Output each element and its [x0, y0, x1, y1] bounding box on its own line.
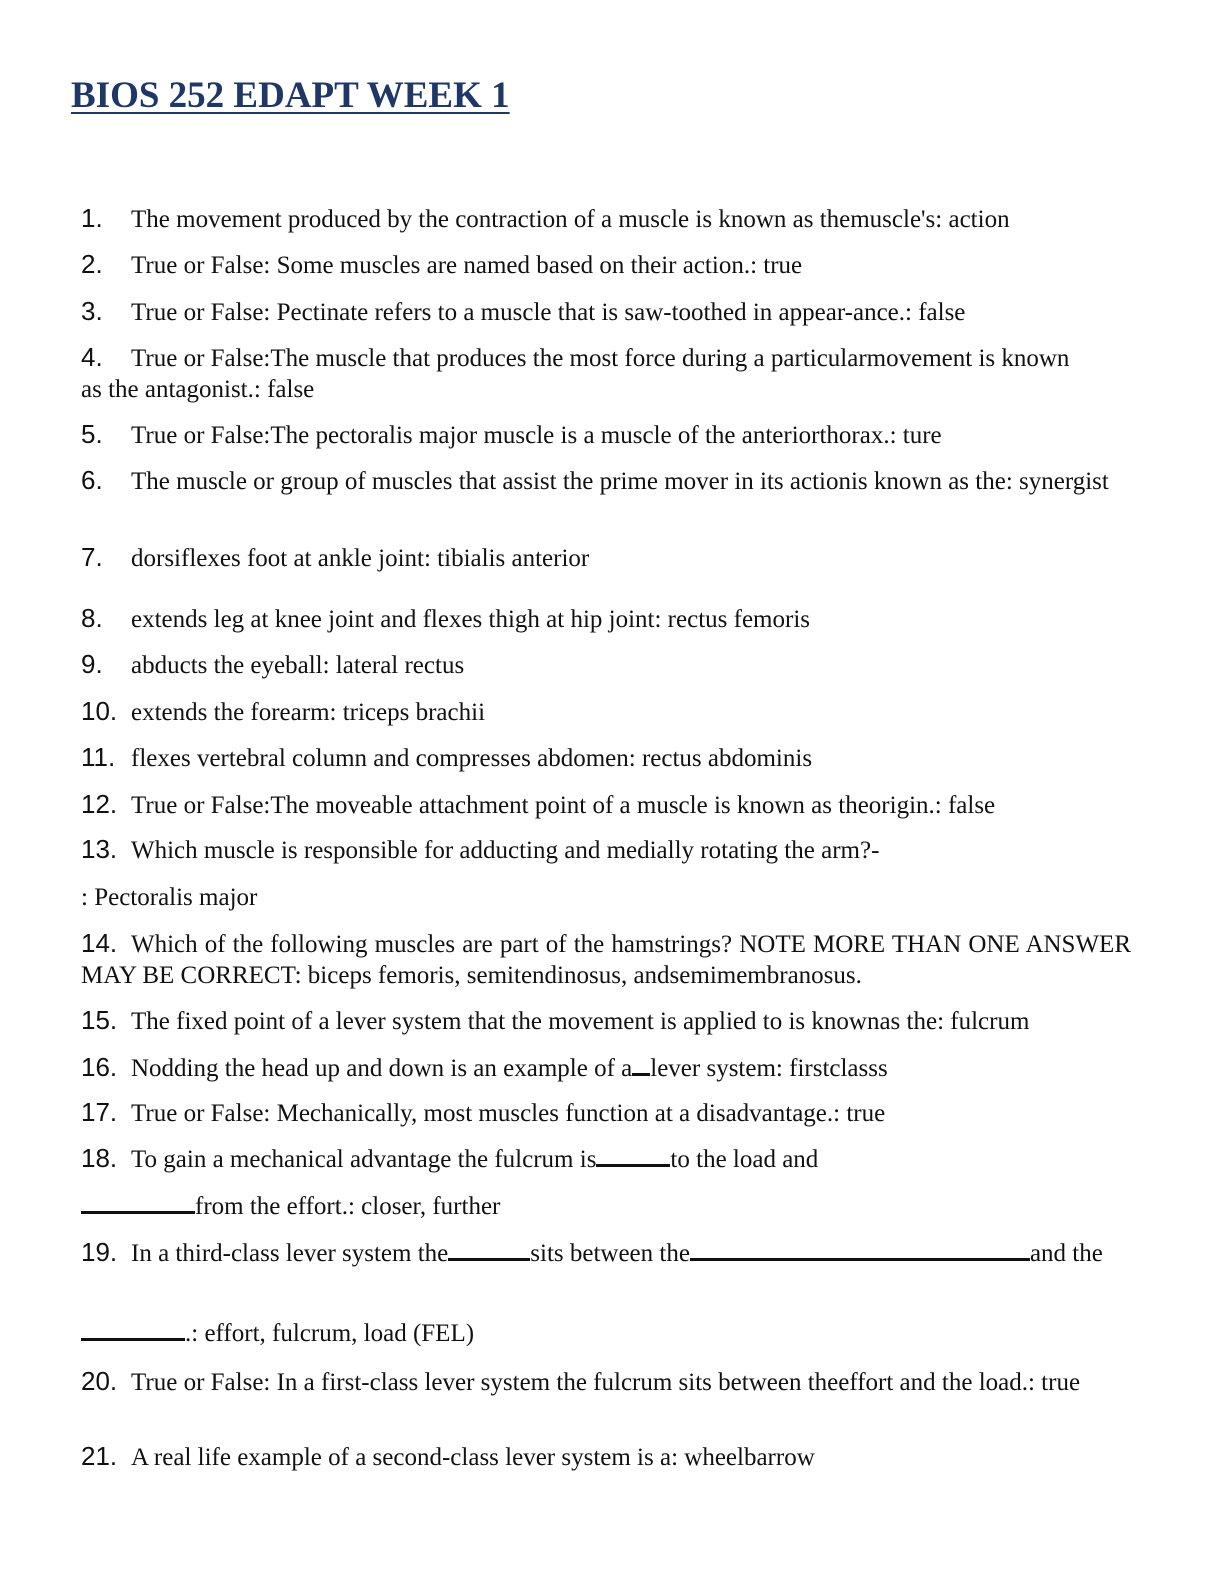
question-12 [81, 789, 1141, 821]
question-10 [81, 696, 1141, 728]
question-text: True or False:The moveable attachment point of a muscle is known as theorigin.: false [131, 792, 996, 819]
question-number: 4. [81, 342, 103, 372]
question-11 [81, 742, 1141, 774]
fill-blank [690, 1238, 1030, 1261]
fill-blank [81, 1318, 185, 1341]
question-number: 12. [81, 789, 118, 819]
question-text: True or False:The muscle that produces the most force during a particularmovement is known as the antagonist.: false [81, 345, 1070, 403]
question-number: 5. [81, 419, 103, 449]
question-text-part: In a third-class lever system the [131, 1240, 449, 1267]
question-number: 18. [81, 1143, 118, 1173]
question-16 [81, 1052, 1141, 1084]
question-text: True or False: Mechanically, most muscles function at a disadvantage.: true [131, 1100, 886, 1127]
fill-blank [632, 1053, 650, 1076]
question-text: abducts the eyeball: lateral rectus [131, 652, 465, 679]
question-text: Which muscle is responsible for adducting and medially rotating the arm?- [131, 837, 880, 864]
fill-blank [596, 1144, 670, 1167]
question-number: 7. [81, 542, 103, 572]
question-number: 17. [81, 1097, 118, 1127]
question-text: The fixed point of a lever system that the movement is applied to is knownas the: fulcrum [131, 1008, 1030, 1035]
question-18-continuation [81, 1191, 500, 1222]
page-title: BIOS 252 EDAPT WEEK 1 [71, 75, 510, 116]
question-number: 14. [81, 928, 118, 958]
question-text-part: from the effort.: closer, further [195, 1193, 501, 1220]
question-14 [81, 928, 1131, 991]
question-text: Which of the following muscles are part of the hamstrings? NOTE MORE THAN ONE ANSWER MAY BE CORRECT: biceps femoris, semitendinosus, andsemimembranosus. [81, 931, 1131, 989]
question-text: extends the forearm: triceps brachii [131, 699, 486, 726]
question-number: 10. [81, 696, 118, 726]
question-8 [81, 603, 1141, 635]
question-9 [81, 649, 1141, 681]
question-text-part: sits between the [530, 1240, 690, 1267]
question-5 [81, 419, 1141, 451]
question-text-part: to the load and [670, 1146, 819, 1173]
question-number: 19. [81, 1237, 118, 1267]
question-text: True or False:The pectoralis major muscle is a muscle of the anteriorthorax.: ture [131, 422, 942, 449]
question-18 [81, 1143, 1141, 1175]
question-text: True or False: Some muscles are named based on their action.: true [131, 252, 803, 279]
question-text: True or False: In a first-class lever system the fulcrum sits between theeffort and the load.: true [131, 1369, 1081, 1396]
question-13 [81, 834, 1141, 866]
question-text-part: To gain a mechanical advantage the fulcrum is [131, 1146, 597, 1173]
question-text: flexes vertebral column and compresses abdomen: rectus abdominis [131, 745, 813, 772]
question-number: 1. [81, 203, 103, 233]
question-number: 11. [81, 742, 116, 772]
fill-blank [448, 1238, 530, 1261]
question-number: 8. [81, 603, 103, 633]
question-13-answer: : Pectoralis major [81, 884, 258, 911]
question-number: 15. [81, 1005, 118, 1035]
question-text: True or False: Pectinate refers to a muscle that is saw-toothed in appear-ance.: false [131, 299, 966, 326]
question-text: The movement produced by the contraction of a muscle is known as themuscle's: action [131, 206, 1010, 233]
question-3 [81, 296, 1141, 328]
question-text: dorsiflexes foot at ankle joint: tibialis anterior [131, 545, 590, 572]
question-20 [81, 1366, 1141, 1398]
question-number: 20. [81, 1366, 118, 1396]
question-number: 6. [81, 465, 103, 495]
question-number: 3. [81, 296, 103, 326]
question-15 [81, 1005, 1141, 1037]
question-number: 13. [81, 834, 118, 864]
question-text-part: Nodding the head up and down is an example of a [131, 1055, 633, 1082]
question-number: 21. [81, 1441, 118, 1471]
question-2 [81, 249, 1141, 281]
question-number: 2. [81, 249, 103, 279]
fill-blank [81, 1191, 195, 1214]
question-6 [81, 465, 1111, 497]
question-19 [81, 1237, 1141, 1269]
question-21 [81, 1441, 1141, 1473]
question-1 [81, 203, 1141, 235]
question-text-part: and the [1029, 1240, 1103, 1267]
question-7 [81, 542, 1141, 574]
question-4 [81, 342, 1081, 405]
question-number: 9. [81, 649, 103, 679]
question-number: 16. [81, 1052, 118, 1082]
question-text-part: .: effort, fulcrum, load (FEL) [185, 1320, 475, 1347]
question-text-part: lever system: firstclasss [650, 1055, 888, 1082]
question-text: A real life example of a second-class lever system is a: wheelbarrow [131, 1444, 815, 1471]
question-text: The muscle or group of muscles that assist the prime mover in its actionis known as the: synergist [131, 468, 1109, 495]
question-text: extends leg at knee joint and flexes thigh at hip joint: rectus femoris [131, 606, 810, 633]
question-19-continuation [81, 1318, 474, 1349]
question-17 [81, 1097, 1141, 1129]
